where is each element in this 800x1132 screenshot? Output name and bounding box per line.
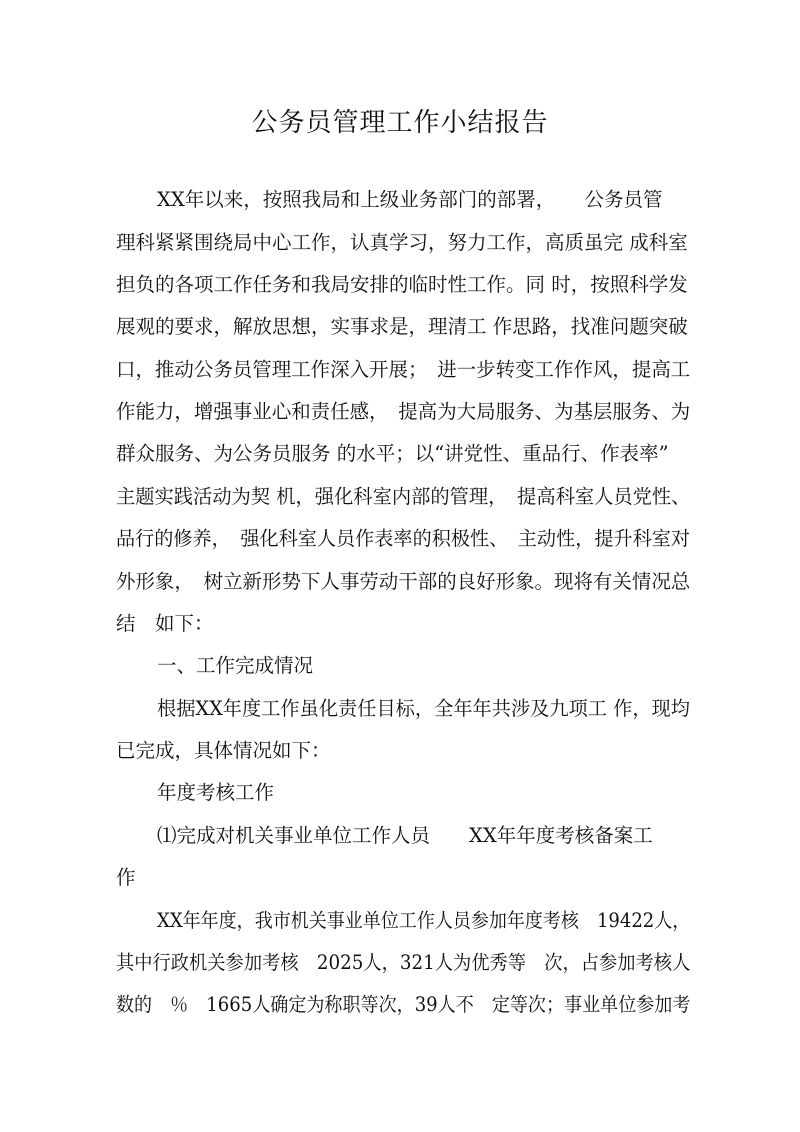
- paragraph-line: XX年以来，按照我局和上级业务部门的部署， 公务员管: [157, 188, 663, 211]
- list-item: ⑴完成对机关事业单位工作人员 XX年年度考核备案工: [157, 824, 653, 847]
- paragraph-line: 其中行政机关参加考核 2025人，321人为优秀等 次，占参加考核人: [116, 951, 691, 974]
- paragraph-line: 群众服务、为公务员服务 的水平；以“讲党性、重品行、作表率”: [116, 442, 669, 465]
- paragraph-line: XX年年度，我市机关事业单位工作人员参加年度考核 19422人，: [157, 909, 691, 932]
- document-title: 公务员管理工作小结报告: [251, 108, 549, 138]
- paragraph-line: 已完成，具体情况如下：: [116, 739, 331, 762]
- paragraph-line: 根据XX年度工作虽化责任目标，全年年共涉及九项工 作，现均: [157, 697, 690, 720]
- paragraph-line: 数的 ％ 1665人确定为称职等次，39人不 定等次；事业单位参加考: [116, 993, 691, 1016]
- paragraph-line: 主题实践活动为契 机，强化科室内部的管理， 提高科室人员党性、: [116, 485, 691, 508]
- paragraph-line: 担负的各项工作任务和我局安排的临时性工作。同 时，按照科学发: [116, 273, 688, 296]
- paragraph-line: 作: [116, 866, 136, 889]
- paragraph-line: 理科紧紧围绕局中心工作，认真学习，努力工作，高质虽完 成科室: [116, 231, 688, 254]
- paragraph-line: 外形象， 树立新形势下人事劳动干部的良好形象。现将有关情况总: [116, 570, 691, 593]
- paragraph-line: 作能力，增强事业心和责任感， 提高为大局服务、为基层服务、为: [116, 400, 691, 423]
- paragraph-line: 品行的修养， 强化科室人员作表率的积极性、 主动性，提升科室对: [116, 527, 691, 550]
- subsection-heading: 年度考核工作: [157, 781, 275, 804]
- paragraph-line: 口，推动公务员管理工作深入开展； 进一步转变工作作风，提高工: [116, 358, 691, 381]
- paragraph-line: 结 如下：: [116, 612, 214, 635]
- section-heading: 一、工作完成情况: [157, 654, 314, 677]
- paragraph-line: 展观的要求，解放思想，实事求是，理清工 作思路，找准问题突破: [116, 315, 688, 338]
